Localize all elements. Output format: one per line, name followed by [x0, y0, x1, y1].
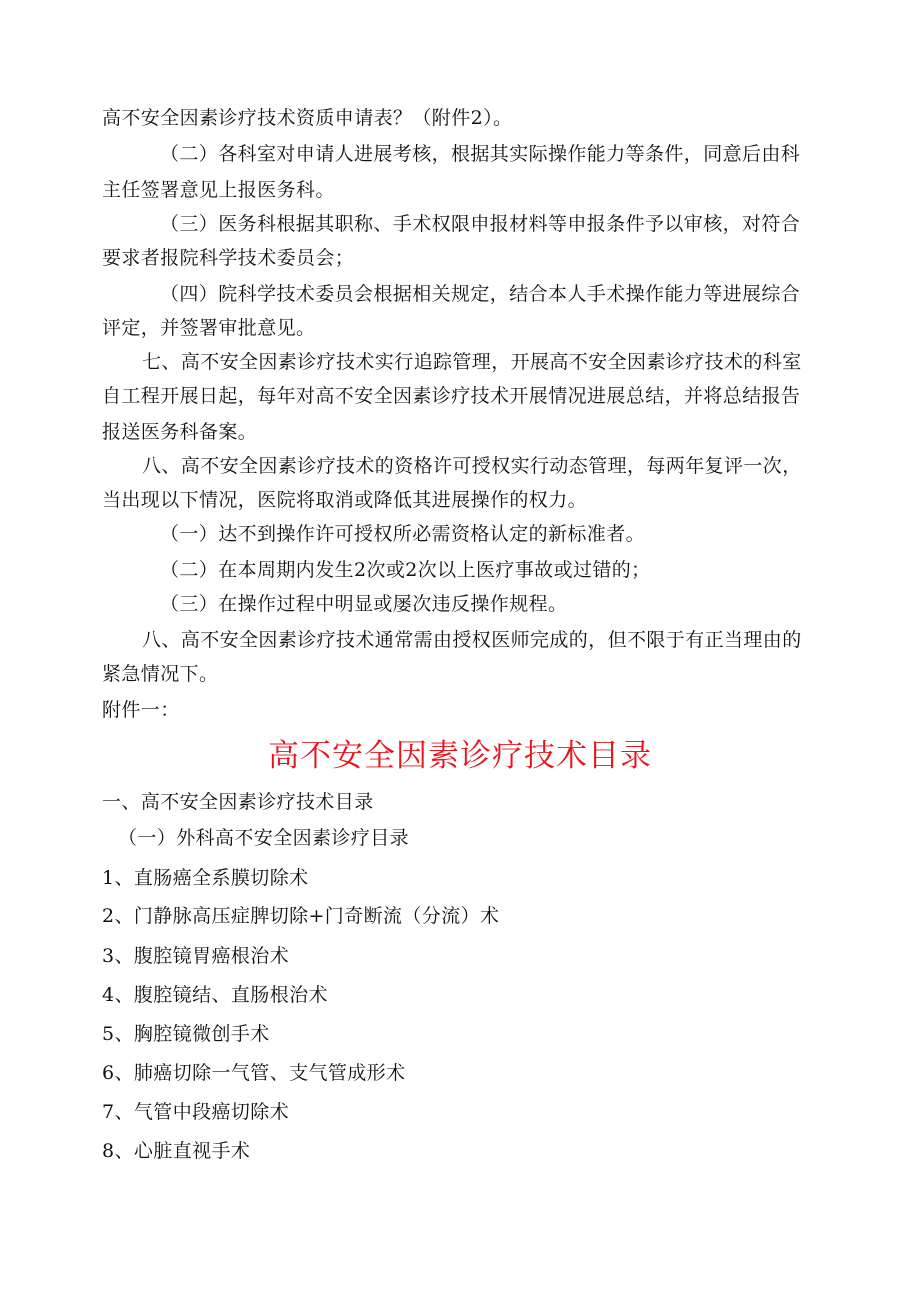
paragraph-line: （二）各科室对申请人进展考核，根据其实际操作能力等条件，同意后由科	[160, 143, 801, 165]
list-item: 1、直肠癌全系膜切除术	[102, 867, 309, 889]
attachment-label: 附件一：	[102, 699, 180, 721]
paragraph-line: 主任签署意见上报医务科。	[102, 179, 335, 201]
subsection-heading: （一）外科高不安全因素诊疗目录	[118, 827, 410, 849]
paragraph-line: 要求者报院科学技术委员会；	[102, 247, 355, 269]
paragraph-line: （四）院科学技术委员会根据相关规定，结合本人手术操作能力等进展综合	[160, 283, 801, 305]
paragraph-line: 八、高不安全因素诊疗技术的资格许可授权实行动态管理，每两年复评一次，	[142, 455, 802, 477]
list-item: 8、心脏直视手术	[102, 1140, 251, 1162]
paragraph-line: 七、高不安全因素诊疗技术实行追踪管理，开展高不安全因素诊疗技术的科室	[142, 351, 802, 373]
list-item: 5、胸腔镜微创手术	[102, 1023, 270, 1045]
list-item: 4、腹腔镜结、直肠根治术	[102, 984, 328, 1006]
paragraph-line: 报送医务科备案。	[102, 421, 258, 443]
paragraph-line: 紧急情况下。	[102, 663, 219, 685]
list-item: 6、肺癌切除一气管、支气管成形术	[102, 1062, 406, 1084]
page-title: 高不安全因素诊疗技术目录	[268, 738, 652, 774]
paragraph-line: 自工程开展日起，每年对高不安全因素诊疗技术开展情况进展总结，并将总结报告	[102, 385, 801, 407]
paragraph-line: 当出现以下情况，医院将取消或降低其进展操作的权力。	[102, 489, 588, 511]
paragraph-line: 八、高不安全因素诊疗技术通常需由授权医师完成的，但不限于有正当理由的	[142, 629, 802, 651]
paragraph-line: 高不安全因素诊疗技术资质申请表？（附件2）。	[102, 107, 513, 129]
paragraph-line: （二）在本周期内发生2次或2次以上医疗事故或过错的；	[160, 559, 651, 581]
paragraph-line: （一）达不到操作许可授权所必需资格认定的新标准者。	[160, 523, 646, 545]
list-item: 7、气管中段癌切除术	[102, 1101, 290, 1123]
paragraph-line: 评定，并签署审批意见。	[102, 317, 316, 339]
section-heading: 一、高不安全因素诊疗技术目录	[102, 791, 374, 813]
paragraph-line: （三）在操作过程中明显或屡次违反操作规程。	[160, 593, 568, 615]
list-item: 3、腹腔镜胃癌根治术	[102, 945, 290, 967]
list-item: 2、门静脉高压症脾切除+门奇断流（分流）术	[102, 905, 500, 927]
paragraph-line: （三）医务科根据其职称、手术权限申报材料等申报条件予以审核，对符合	[160, 213, 801, 235]
